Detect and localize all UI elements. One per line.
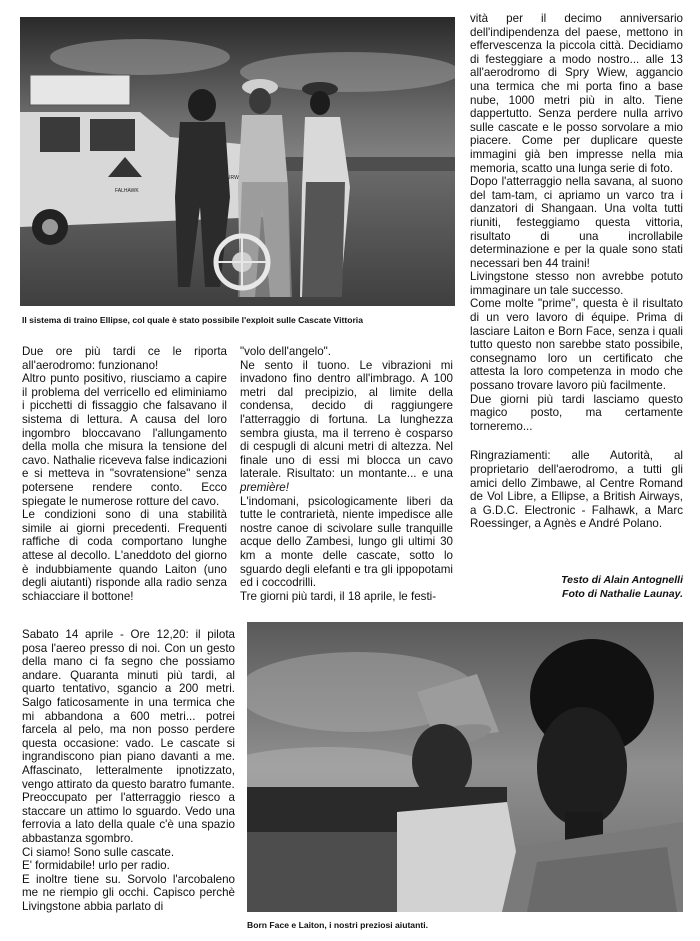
photo-towing-system-image (20, 17, 455, 306)
paragraph: Preoccupato per l'atterraggio riesco a staccare un attimo lo sguardo. Vedo una ferrovia a lato della quale c'è una spazio abbastanza sgombro. (22, 791, 235, 845)
paragraph (240, 359, 453, 495)
column-left-bottom (22, 628, 235, 913)
photo-towing-system (20, 17, 455, 306)
paragraph: Le condizioni sono di una stabilità simile ai giorni precedenti. Frequenti raffiche di coda comportano lunghe attese al decollo. L'aneddoto del giorno è indubbiamente quando Laiton (uno degli aiutanti) risponde alla radio senza schiacciare il bottone! (22, 508, 227, 603)
photo-helpers-caption: Born Face e Laiton, i nostri preziosi aiutanti. (247, 920, 428, 930)
paragraph: Tre giorni più tardi, il 18 aprile, le festi- (240, 589, 437, 603)
paragraph: Dopo l'atterraggio nella savana, al suono del tam-tam, ci apriamo un varco tra i danzatori di Shangaan. Una volta tutti riuniti, festeggiamo questa vittoria, risultato di una incrollabile determinazione e per la quale sono stati necessari ben 44 traini! (470, 175, 683, 270)
credit-text-author: Testo di Alain Antognelli (561, 574, 683, 586)
paragraph: "volo dell'angelo". (240, 345, 332, 358)
paragraph: Altro punto positivo, riusciamo a capire il problema del verricello ed eliminiamo i picchetti di fissaggio che falsavano il sistema di lettura. A causa del loro ingombro bloccavano l'allungamento della molla che misura la tensione del cavo. Nathalie riceveva false indicazioni e si metteva in "sovratensione" senza potersene rendere conto. Ecco spiegate le numerose rotture del cavo. (22, 372, 227, 508)
paragraph: E' formidabile! urlo per radio. (22, 859, 170, 873)
column-middle (240, 345, 453, 603)
column-left-top (22, 345, 227, 603)
paragraph: L'indomani, psicologicamente liberi da tutte le contrarietà, niente impedisce alle nostre canoe di scivolare sulle tranquille acque dello Zambesi, lungo gli ultimi 30 km a monte delle cascate, sotto lo sguardo degli elefanti e tra gli ippopotami ed i coccodrilli. (240, 494, 453, 590)
credits (470, 574, 683, 601)
paragraph: Ci siamo! Sono sulle cascate. (22, 845, 175, 859)
photo-helpers (247, 622, 683, 912)
paragraph: E inoltre tiene su. Sorvolo l'arcobaleno me ne riempio gli occhi. Capisco perchè Livingstone abbia parlato di (22, 872, 235, 913)
credit-photo-author: Foto di Nathalie Launay. (562, 587, 683, 600)
acknowledgements: Ringraziamenti: alle Autorità, al proprietario dell'aerodromo, a tutti gli amici dello Zimbawe, al Centre Romand de Vol Libre, a Ellipse, a British Airways, a G.D.C. Electronic - Falhawk, a Marc Roessinger, a Agnès e André Polano. (470, 449, 683, 531)
paragraph: Sabato 14 aprile - Ore 12,20: il pilota posa l'aereo presso di noi. Con un gesto della mano ci fa segno che possiamo andare. Quaranta minuti più tardi, al quarto tentativo, sgancio a 200 metri. Salgo faticosamente in una termica che mi abbandona a 600 metri... potrei farcela al pelo, ma non posso perdere questa occasione: vado. Le cascate si ingrandiscono pian piano davanti a me. Affascinato, letteralmente ipnotizzato, vengo attirato da questo baratro fumante. (22, 628, 235, 791)
paragraph: Come molte "prime", questa è il risultato di un vero lavoro di équipe. Prima di lasciare Laiton e Born Face, senza i quali tutto questo non sarebbe stato possibile, consegnamo loro un certificato che attesta la loro competenza in modo che possano trovare lavoro più facilmente. (470, 297, 683, 393)
paragraph: Livingstone stesso non avrebbe potuto immaginare un tale successo. (470, 270, 683, 297)
photo-towing-caption: Il sistema di traino Ellipse, col quale è stato possibile l'exploit sulle Cascate Vittoria (22, 315, 363, 325)
column-right (470, 12, 683, 531)
paragraph: Due ore più tardi ce le riporta all'aerodromo: funzionano! (22, 345, 227, 372)
car-lettering-airline: AIRWAYS (225, 175, 249, 181)
emphasis-premiere: première! (240, 480, 289, 494)
car-lettering-falhawk: FALHAWK (115, 188, 139, 194)
paragraph-text: Ne sento il tuono. Le vibrazioni mi invadono fino dentro all'imbrago. A 100 metri dal precipizio, al limite della condensa, decido di raggiungere l'atterraggio di fortuna. La lunghezza sembra giusta, ma il terreno è cosparso di cespugli di alcuni metri di altezza. Nel finale uno di essi mi blocca un cavo laterale. Risultato: un montante... e una (240, 358, 453, 481)
photo-helpers-image (247, 622, 683, 912)
paragraph: Due giorni più tardi lasciamo questo magico posto, ma certamente torneremo... (470, 392, 683, 433)
paragraph: vità per il decimo anniversario dell'indipendenza del paese, mettono in effervescenza la piccola città. Decidiamo di festeggiare a modo nostro... alle 13 all'aerodromo di Spry Wiew, aggancio una termica che mi porta fino a base nube, 1000 metri più in alto. Tiene dappertutto. Senza perdere nulla arrivo sulle cascate e le posso sorvolare a mio piacere. Come per duplicare queste immagini già ben impresse nella mia memoria, scatto una lunga serie di foto. (470, 12, 683, 175)
